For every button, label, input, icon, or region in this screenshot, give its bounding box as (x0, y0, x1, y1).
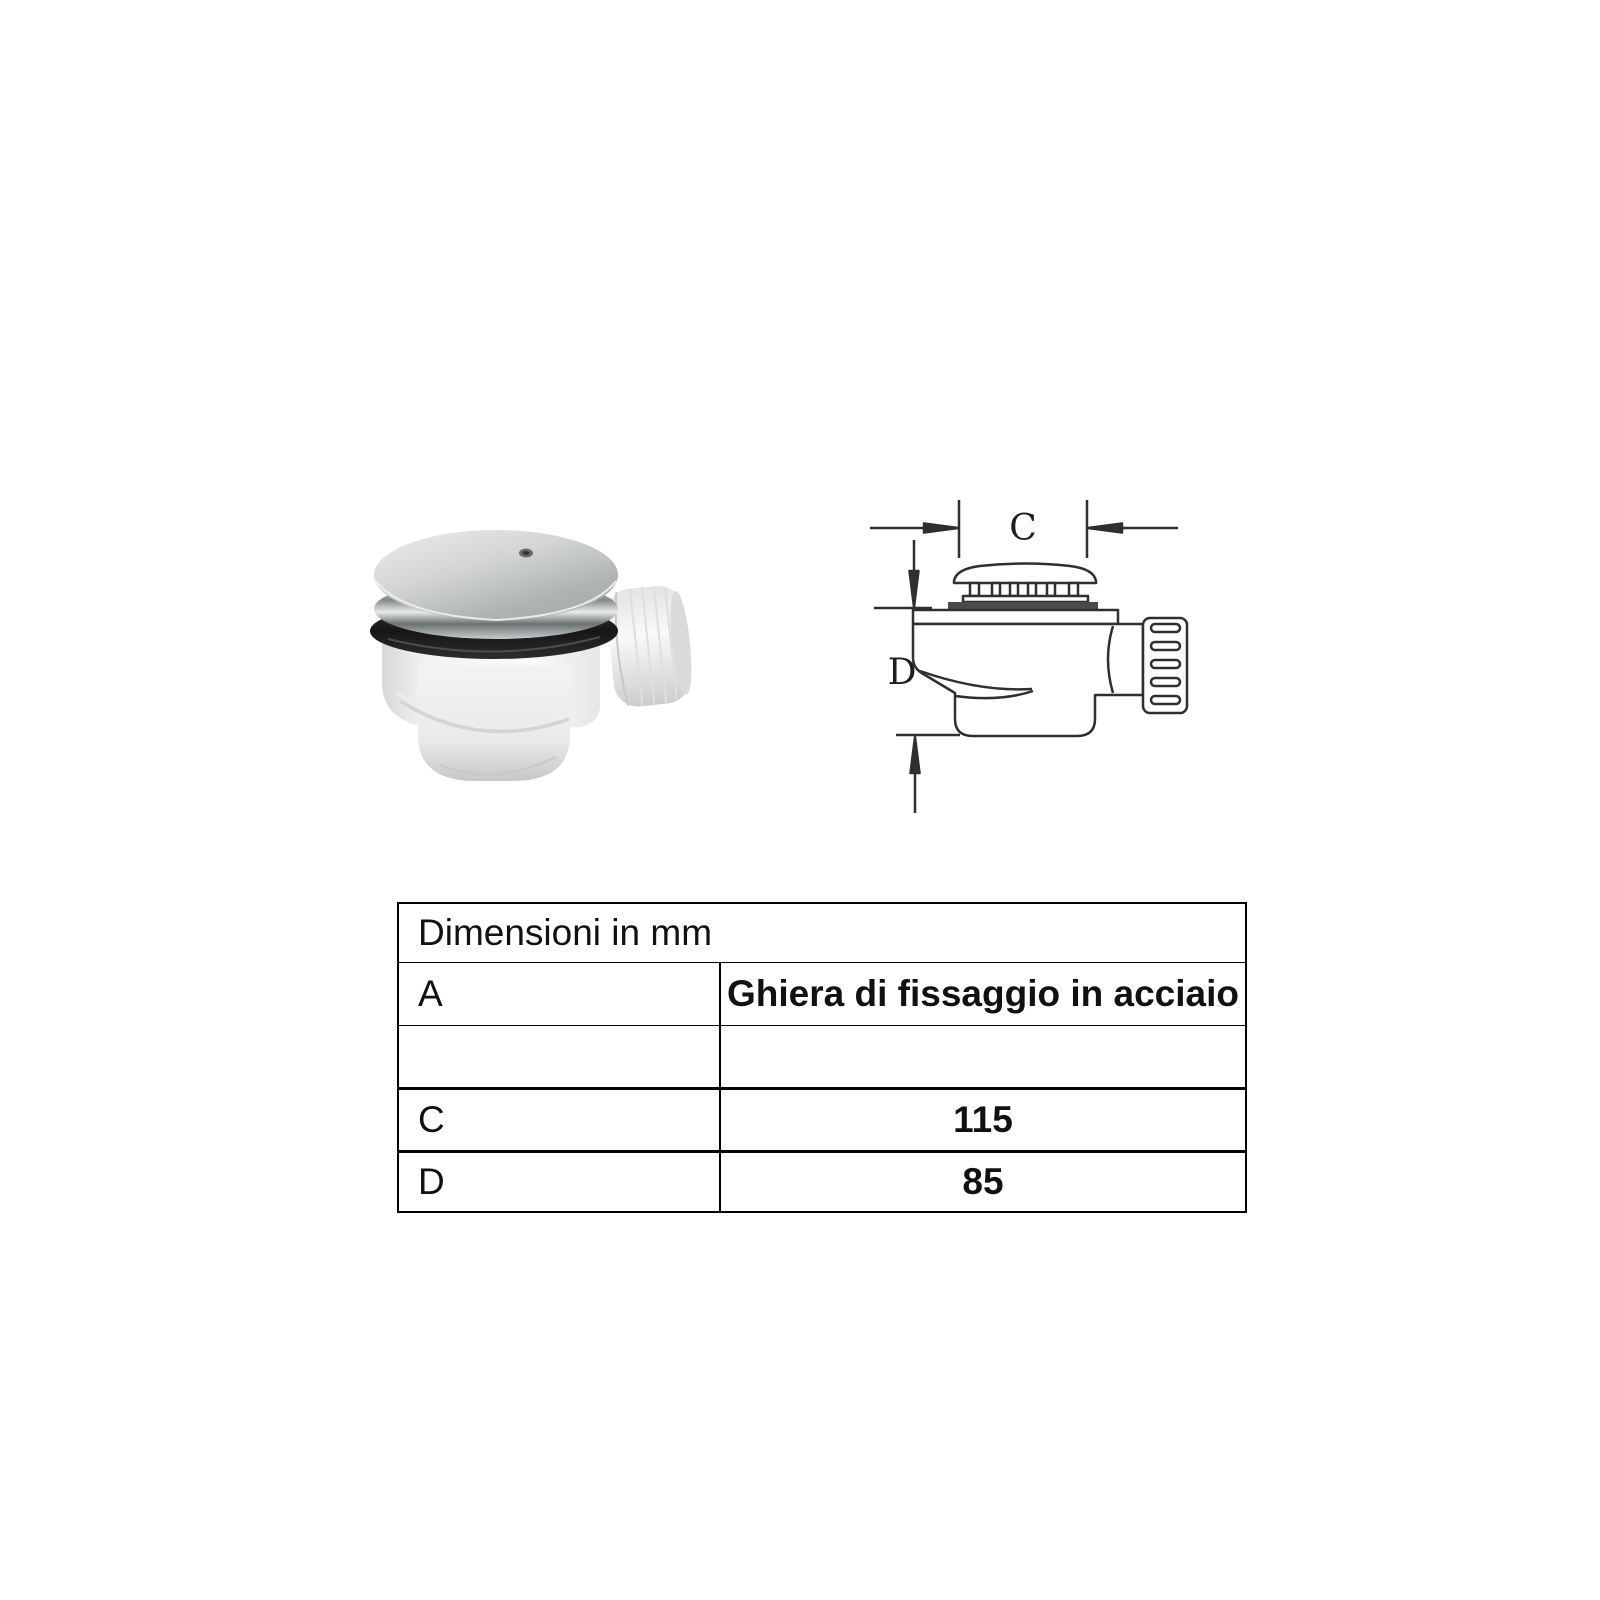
row-value-cell (720, 1026, 1246, 1089)
dimension-d-bottom (896, 735, 960, 813)
table-title: Dimensioni in mm (398, 903, 1246, 963)
row-key-cell: A (398, 963, 720, 1026)
table-row (398, 1152, 1246, 1213)
dimension-label-c: C (1009, 508, 1037, 549)
dimension-d-top (874, 540, 932, 608)
drawing-flange (913, 610, 1118, 624)
row-key-cell (398, 1026, 720, 1089)
dimensions-table (397, 902, 1247, 1213)
table-row (398, 1026, 1246, 1089)
product-photo (360, 515, 700, 795)
dimension-label-d: D (887, 652, 917, 693)
row-value-cell: Ghiera di fissaggio in acciaio (720, 963, 1246, 1026)
photo-chrome-cap (374, 530, 618, 620)
row-key-cell: D (398, 1152, 720, 1213)
photo-outlet-nut (604, 582, 696, 710)
drawing-cap (954, 564, 1096, 603)
row-value-cell: 85 (720, 1152, 1246, 1213)
dimension-diagram (820, 468, 1220, 828)
row-key-cell: C (398, 1089, 720, 1152)
table-row (398, 1089, 1246, 1152)
table-title-row (398, 903, 1246, 963)
table-row (398, 963, 1246, 1026)
drawing-outlet-nut (1143, 618, 1187, 713)
row-value-cell: 115 (720, 1089, 1246, 1152)
